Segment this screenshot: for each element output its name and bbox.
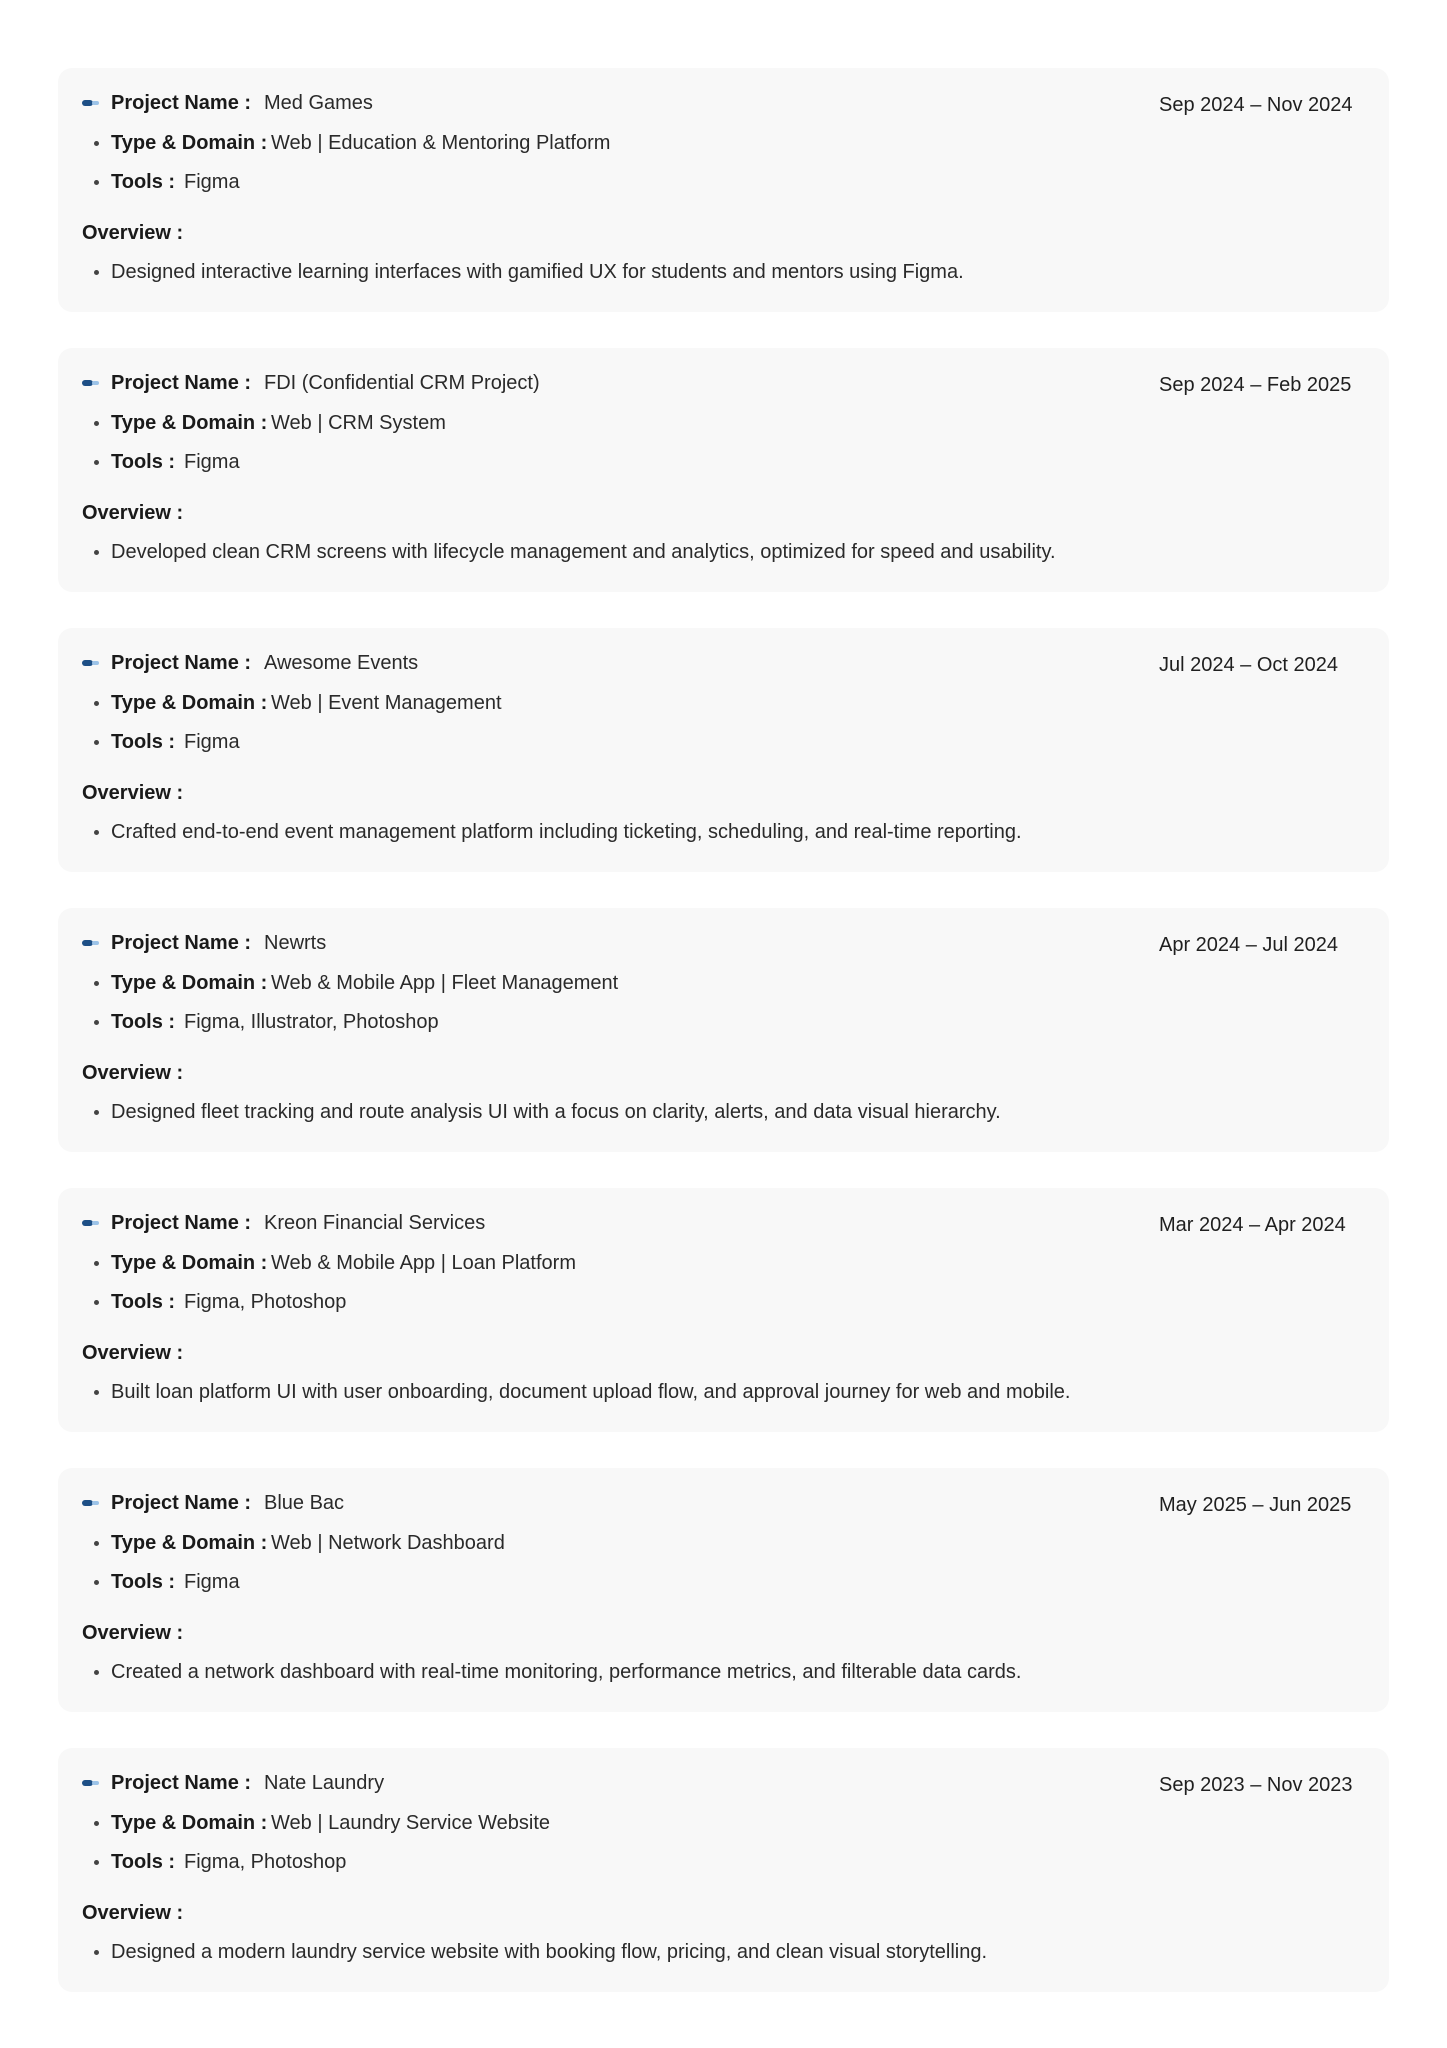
overview-heading-row bbox=[82, 1900, 183, 1926]
overview-item-row bbox=[82, 819, 1022, 845]
project-name-value: Blue Bac bbox=[264, 1492, 345, 1514]
project-date: Sep 2023 – Nov 2023 bbox=[1159, 1774, 1353, 1796]
type-domain-value: Web | Laundry Service Website bbox=[271, 1812, 551, 1834]
project-card bbox=[58, 1468, 1389, 1712]
project-card bbox=[58, 348, 1389, 592]
project-name-label: Project Name : bbox=[111, 1492, 252, 1514]
project-card bbox=[58, 1188, 1389, 1432]
project-name-row bbox=[82, 1210, 485, 1236]
type-domain-label: Type & Domain : bbox=[111, 972, 268, 994]
type-domain-label: Type & Domain : bbox=[111, 1812, 268, 1834]
project-name-row bbox=[82, 90, 373, 116]
overview-label: Overview : bbox=[82, 1062, 184, 1084]
accent-pill-icon bbox=[82, 1220, 99, 1226]
tools-value: Figma, Illustrator, Photoshop bbox=[184, 1011, 439, 1033]
overview-item-row bbox=[82, 1099, 1001, 1125]
bullet-icon bbox=[94, 1580, 99, 1585]
bullet-icon bbox=[94, 421, 99, 426]
bullet-icon bbox=[94, 1020, 99, 1025]
accent-pill-icon bbox=[82, 1500, 99, 1506]
overview-item-row bbox=[82, 259, 964, 285]
type-domain-value: Web | CRM System bbox=[271, 412, 446, 434]
tools-label: Tools : bbox=[111, 1011, 176, 1033]
project-card bbox=[58, 1748, 1389, 1992]
bullet-icon bbox=[94, 180, 99, 185]
type-domain-value: Web | Event Management bbox=[271, 692, 502, 714]
bullet-icon bbox=[94, 1261, 99, 1266]
accent-pill-icon bbox=[82, 1780, 99, 1786]
project-name-value: Kreon Financial Services bbox=[264, 1212, 486, 1234]
project-name-value: Awesome Events bbox=[264, 652, 419, 674]
project-list bbox=[58, 68, 1389, 2028]
bullet-icon bbox=[94, 1860, 99, 1865]
type-domain-label: Type & Domain : bbox=[111, 132, 268, 154]
overview-label: Overview : bbox=[82, 502, 184, 524]
project-name-value: Newrts bbox=[264, 932, 327, 954]
project-date: Apr 2024 – Jul 2024 bbox=[1159, 934, 1339, 956]
project-name-label: Project Name : bbox=[111, 932, 252, 954]
overview-item-row bbox=[82, 1659, 1021, 1685]
project-card bbox=[58, 908, 1389, 1152]
project-date: May 2025 – Jun 2025 bbox=[1159, 1494, 1352, 1516]
type-domain-row bbox=[82, 410, 446, 436]
project-name-row bbox=[82, 650, 418, 676]
type-domain-label: Type & Domain : bbox=[111, 692, 268, 714]
type-domain-row bbox=[82, 1530, 505, 1556]
accent-pill-icon bbox=[82, 660, 99, 666]
tools-row bbox=[82, 1289, 346, 1315]
type-domain-value: Web & Mobile App | Fleet Management bbox=[271, 972, 619, 994]
tools-row bbox=[82, 1569, 240, 1595]
tools-value: Figma bbox=[184, 171, 240, 193]
overview-label: Overview : bbox=[82, 222, 184, 244]
project-name-row bbox=[82, 370, 540, 396]
tools-label: Tools : bbox=[111, 1851, 176, 1873]
type-domain-label: Type & Domain : bbox=[111, 412, 268, 434]
overview-text: Created a network dashboard with real-time monitoring, performance metrics, and filterable data cards. bbox=[111, 1661, 1022, 1683]
overview-heading-row bbox=[82, 220, 183, 246]
overview-heading-row bbox=[82, 500, 183, 526]
accent-pill-icon bbox=[82, 380, 99, 386]
bullet-icon bbox=[94, 740, 99, 745]
bullet-icon bbox=[94, 1950, 99, 1955]
accent-pill-icon bbox=[82, 100, 99, 106]
type-domain-value: Web & Mobile App | Loan Platform bbox=[271, 1252, 576, 1274]
overview-label: Overview : bbox=[82, 1622, 184, 1644]
project-name-label: Project Name : bbox=[111, 652, 252, 674]
tools-label: Tools : bbox=[111, 451, 176, 473]
project-name-row bbox=[82, 1490, 344, 1516]
type-domain-label: Type & Domain : bbox=[111, 1252, 268, 1274]
overview-label: Overview : bbox=[82, 782, 184, 804]
project-name-value: Med Games bbox=[264, 92, 373, 114]
overview-item-row bbox=[82, 1939, 987, 1965]
tools-label: Tools : bbox=[111, 171, 176, 193]
type-domain-value: Web | Network Dashboard bbox=[271, 1532, 505, 1554]
type-domain-row bbox=[82, 1250, 576, 1276]
overview-heading-row bbox=[82, 1060, 183, 1086]
project-name-row bbox=[82, 930, 326, 956]
type-domain-row bbox=[82, 690, 502, 716]
overview-heading-row bbox=[82, 1340, 183, 1366]
project-date: Mar 2024 – Apr 2024 bbox=[1159, 1214, 1346, 1236]
overview-heading-row bbox=[82, 780, 183, 806]
bullet-icon bbox=[94, 550, 99, 555]
project-date: Jul 2024 – Oct 2024 bbox=[1159, 654, 1339, 676]
bullet-icon bbox=[94, 141, 99, 146]
overview-text: Designed a modern laundry service website with booking flow, pricing, and clean visual storytelling. bbox=[111, 1941, 988, 1963]
type-domain-label: Type & Domain : bbox=[111, 1532, 268, 1554]
overview-text: Developed clean CRM screens with lifecycle management and analytics, optimized for speed and usability. bbox=[111, 541, 1056, 563]
bullet-icon bbox=[94, 701, 99, 706]
project-name-label: Project Name : bbox=[111, 1212, 252, 1234]
type-domain-value: Web | Education & Mentoring Platform bbox=[271, 132, 611, 154]
project-card bbox=[58, 68, 1389, 312]
bullet-icon bbox=[94, 1110, 99, 1115]
overview-text: Built loan platform UI with user onboarding, document upload flow, and approval journey for web and mobile. bbox=[111, 1381, 1071, 1403]
type-domain-row bbox=[82, 130, 610, 156]
overview-text: Designed fleet tracking and route analysis UI with a focus on clarity, alerts, and data visual hierarchy. bbox=[111, 1101, 1001, 1123]
overview-item-row bbox=[82, 539, 1056, 565]
tools-label: Tools : bbox=[111, 1571, 176, 1593]
bullet-icon bbox=[94, 1300, 99, 1305]
project-name-value: FDI (Confidential CRM Project) bbox=[264, 372, 540, 394]
tools-row bbox=[82, 169, 240, 195]
project-date: Sep 2024 – Nov 2024 bbox=[1159, 94, 1353, 116]
tools-value: Figma, Photoshop bbox=[184, 1851, 347, 1873]
type-domain-row bbox=[82, 1810, 550, 1836]
overview-label: Overview : bbox=[82, 1902, 184, 1924]
project-date: Sep 2024 – Feb 2025 bbox=[1159, 374, 1352, 396]
type-domain-row bbox=[82, 970, 618, 996]
overview-heading-row bbox=[82, 1620, 183, 1646]
tools-value: Figma bbox=[184, 731, 240, 753]
bullet-icon bbox=[94, 1821, 99, 1826]
tools-label: Tools : bbox=[111, 1291, 176, 1313]
project-name-row bbox=[82, 1770, 384, 1796]
bullet-icon bbox=[94, 460, 99, 465]
project-name-label: Project Name : bbox=[111, 372, 252, 394]
project-name-label: Project Name : bbox=[111, 92, 252, 114]
overview-text: Designed interactive learning interfaces with gamified UX for students and mentors using Figma. bbox=[111, 261, 964, 283]
bullet-icon bbox=[94, 270, 99, 275]
tools-row bbox=[82, 449, 240, 475]
tools-label: Tools : bbox=[111, 731, 176, 753]
overview-text: Crafted end-to-end event management platform including ticketing, scheduling, and real-time reporting. bbox=[111, 821, 1022, 843]
project-name-value: Nate Laundry bbox=[264, 1772, 385, 1794]
tools-row bbox=[82, 1849, 346, 1875]
bullet-icon bbox=[94, 1541, 99, 1546]
overview-label: Overview : bbox=[82, 1342, 184, 1364]
project-name-label: Project Name : bbox=[111, 1772, 252, 1794]
bullet-icon bbox=[94, 981, 99, 986]
bullet-icon bbox=[94, 830, 99, 835]
tools-row bbox=[82, 1009, 439, 1035]
tools-value: Figma bbox=[184, 451, 240, 473]
tools-value: Figma, Photoshop bbox=[184, 1291, 347, 1313]
tools-row bbox=[82, 729, 240, 755]
bullet-icon bbox=[94, 1670, 99, 1675]
accent-pill-icon bbox=[82, 940, 99, 946]
tools-value: Figma bbox=[184, 1571, 240, 1593]
bullet-icon bbox=[94, 1390, 99, 1395]
project-card bbox=[58, 628, 1389, 872]
overview-item-row bbox=[82, 1379, 1070, 1405]
